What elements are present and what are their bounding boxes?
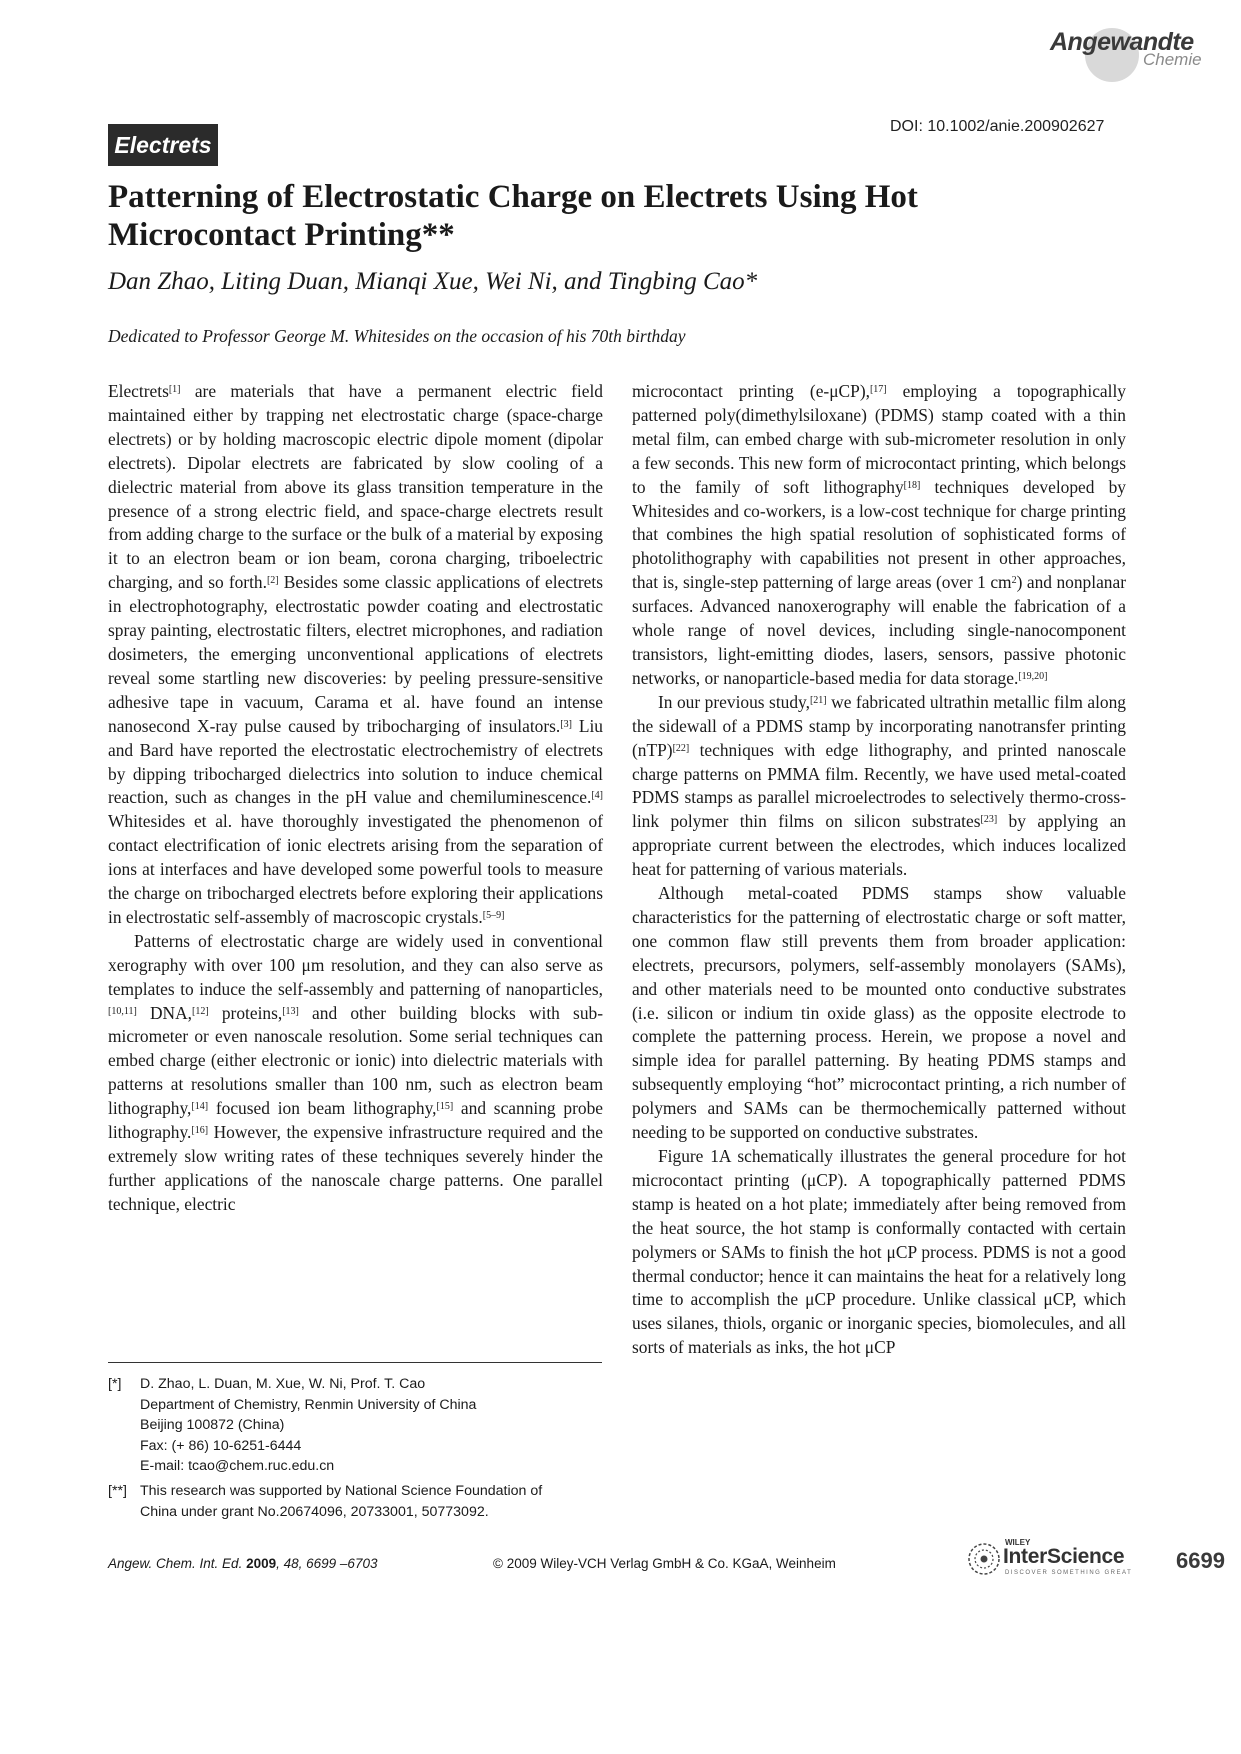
publisher-name: InterScience: [1003, 1545, 1125, 1568]
left-text-column: [108, 380, 603, 1217]
footnote-line: China under grant No.20674096, 20733001, 50773092.: [140, 1503, 489, 1520]
publisher-small-label: WILEY: [1005, 1538, 1031, 1547]
footnote-mark: [*]: [108, 1376, 122, 1392]
footnote-divider: [108, 1362, 602, 1363]
dedication: Dedicated to Professor George M. Whitesides on the occasion of his 70th birthday: [108, 326, 686, 346]
journal-volume-pages: , 48, 6699 –6703: [276, 1556, 378, 1571]
footnote-line: This research was supported by National Science Foundation of: [140, 1483, 543, 1499]
interscience-logo: [965, 1538, 1155, 1580]
footnote-line: D. Zhao, L. Duan, M. Xue, W. Ni, Prof. T. Cao: [140, 1376, 426, 1392]
author-list: Dan Zhao, Liting Duan, Mianqi Xue, Wei Ni, and Tingbing Cao*: [108, 268, 758, 295]
author-affiliation-footnote: [108, 1374, 608, 1477]
journal-logo-main: Angewandte: [1050, 28, 1194, 56]
body-paragraph: In our previous study,[21] we fabricated ultrathin metallic film along the sidewall of a PDMS stamp by incorporating nanotransfer printing (nTP)[22] techniques with edge lithography, and printed nanoscale charge patterns on PMMA film. Recently, we have used metal-coated PDMS stamps as parallel microelectrodes to selectively thermo-cross-link polymer thin films on silicon substrates[23] by applying an appropriate current between the electrodes, which induces localized heat for patterning of various materials.: [632, 691, 1126, 880]
body-paragraph: microcontact printing (e-μCP),[17] employing a topographically patterned poly(dimethylsiloxane) (PDMS) stamp coated with a thin metal film, can embed charge with sub-micrometer resolution in only a few seconds. This new form of microcontact printing, which belongs to the family of soft lithography[18] techniques developed by Whitesides and co-workers, is a low-cost technique for charge printing that combines the high spatial resolution of sophisticated forms of photolithography with capabilities not present in other approaches, that is, single-step patterning of large areas (over 1 $cm^2$) and nonplanar surfaces. Advanced nanoxerography will enable the fabrication of a whole range of novel devices, including single-nanocomponent transistors, light-emitting diodes, lasers, sensors, passive photonic networks, or nanoparticle-based media for data storage.[19,20]: [632, 381, 1127, 688]
footnote-line: Fax: (+ 86) 10-6251-6444: [140, 1437, 302, 1454]
journal-name: Angew. Chem. Int. Ed.: [108, 1556, 247, 1571]
funding-footnote: [108, 1481, 608, 1522]
footnote-email[interactable]: E-mail: tcao@chem.ruc.edu.cn: [140, 1458, 335, 1474]
doi-label[interactable]: DOI: 10.1002/anie.200902627: [890, 118, 1105, 135]
journal-logo-sub: Chemie: [1143, 50, 1202, 69]
footnote-line: Department of Chemistry, Renmin University of China: [140, 1396, 477, 1413]
body-paragraph: Patterns of electrostatic charge are widely used in conventional xerography with over 100 μm resolution, and they can also serve as templates to induce the self-assembly and patterning of nanoparticles,[10,11] DNA,[12] proteins,[13] and other building blocks with sub-micrometer or even nanoscale resolution. Some serial techniques can embed charge (either electronic or ionic) into dielectric materials with patterns at resolutions smaller than 100 nm, such as electron beam lithography,[14] focused ion beam lithography,[15] and scanning probe lithography.[16] However, the expensive infrastructure required and the extremely slow writing rates of these techniques severely hinder the further applications of the nanoscale charge patterns. One parallel technique, electric: [108, 930, 603, 1214]
footnote-line: Beijing 100872 (China): [140, 1417, 285, 1433]
article-title: [108, 178, 1008, 254]
journal-citation: [108, 1556, 377, 1571]
globe-icon: [967, 1542, 1001, 1576]
footnote-mark: [**]: [108, 1483, 127, 1499]
section-label: Electrets: [108, 124, 218, 166]
journal-year: 2009: [246, 1556, 277, 1571]
body-paragraph: Figure 1A schematically illustrates the general procedure for hot microcontact printing (μCP). A topographically patterned PDMS stamp is heated on a hot plate; immediately after being removed from the heat source, the hot stamp is conformally contacted with certain polymers or SAMs to finish the hot μCP process. PDMS is not a good thermal conductor; hence it can maintains the heat for a relatively long time to accomplish the μCP procedure. Unlike classical μCP, which uses silanes, thiols, organic or inorganic species, biomolecules, and all sorts of materials as inks, the hot μCP: [632, 1146, 1126, 1358]
body-paragraph: Although metal-coated PDMS stamps show valuable characteristics for the patterning of electrostatic charge or soft matter, one common flaw still prevents them from broader application: electrets, precursors, polymers, self-assembly monolayers (SAMs), and other materials need to be mounted onto conductive substrates (i.e. silicon or indium tin oxide glass) as the opposite electrode to complete the patterning process. Herein, we propose a novel and simple idea for parallel patterning. By heating PDMS stamps and subsequently employing “hot” microcontact printing, a rich number of polymers and SAMs can be thermochemically patterned without needing to be supported on conductive substrates.: [632, 883, 1126, 1143]
page-number: 6699: [1176, 1548, 1225, 1573]
publisher-tagline: DISCOVER SOMETHING GREAT: [1005, 1570, 1133, 1576]
copyright-notice: © 2009 Wiley-VCH Verlag GmbH & Co. KGaA, Weinheim: [493, 1556, 836, 1571]
body-paragraph: Electrets[1] are materials that have a permanent electric field maintained either by trapping net electrostatic charge (space-charge electrets) or by holding macroscopic electric dipole moment (dipolar electrets). Dipolar electrets are fabricated by slow cooling of a dielectric material from above its glass transition temperature in the presence of a strong electric field, and space-charge electrets result from adding charge to the surface or the bulk of a material by exposing it to an electron beam or ion beam, corona charging, triboelectric charging, and so forth.[2] Besides some classic applications of electrets in electrophotography, electrostatic powder coating and electrostatic spray painting, electrostatic filters, electret microphones, and radiation dosimeters, the emerging unconventional applications of electrets reveal some startling new discoveries: by peeling pressure-sensitive adhesive tape in vacuum, Carama et al. have found an intense nanosecond X-ray pulse caused by tribocharging of insulators.[3] Liu and Bard have reported the electrostatic electrochemistry of electrets by dipping tribocharged dielectrics into solution to induce chemical reaction, such as changes in the pH value and chemiluminescence.[4] Whitesides et al. have thoroughly investigated the phenomenon of contact electrification of ionic electrets arising from the separation of ions at interfaces and have developed some powerful tools to measure the charge on tribocharged electrets before exploring their applications in electrostatic self-assembly of macroscopic crystals.[5–9]: [108, 381, 603, 927]
title-line-2: Microcontact Printing**: [108, 217, 455, 253]
right-text-column: [632, 380, 1126, 1360]
title-line-1: Patterning of Electrostatic Charge on Electrets Using Hot: [108, 179, 918, 215]
